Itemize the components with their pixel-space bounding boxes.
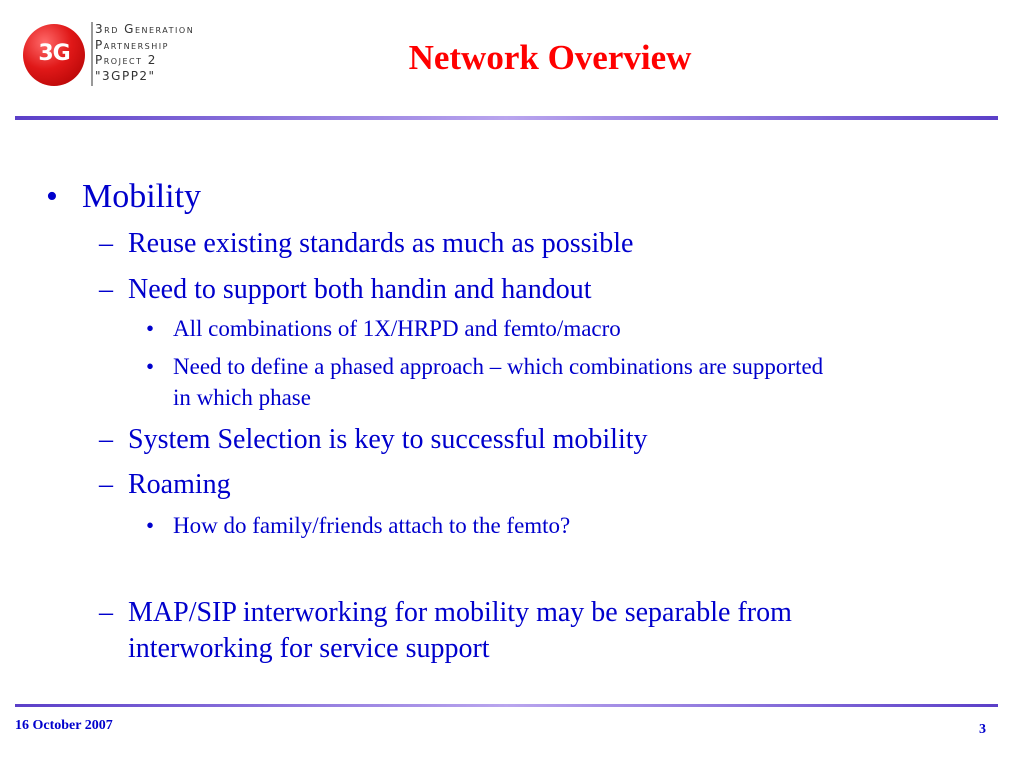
bullet-text: Roaming xyxy=(128,469,231,500)
dash-marker: – xyxy=(99,424,113,455)
bullet-text: All combinations of 1X/HRPD and femto/macro xyxy=(173,316,621,341)
bullet-text: Reuse existing standards as much as possible xyxy=(128,228,634,259)
dash-marker: – xyxy=(99,274,113,305)
logo-mark: 3G xyxy=(38,41,70,66)
slide-title: Network Overview xyxy=(408,38,692,77)
bullet-text: Need to support both handin and handout xyxy=(128,274,592,305)
logo-line: 3rd Generation xyxy=(95,22,195,36)
footer-date: 16 October 2007 xyxy=(15,718,113,733)
bullet-text: System Selection is key to successful mobility xyxy=(128,424,648,455)
logo-line: Partnership xyxy=(95,37,169,52)
bullet-marker: • xyxy=(146,316,155,341)
bullet-continuation: in which phase xyxy=(173,385,311,410)
bullet-text: Mobility xyxy=(82,178,202,215)
bullet-marker: • xyxy=(46,178,58,215)
logo-line: "3GPP2" xyxy=(95,68,156,83)
page-number: 3 xyxy=(979,722,986,737)
logo-line: Project 2 xyxy=(95,53,157,67)
dash-marker: – xyxy=(99,228,113,259)
footer-divider xyxy=(15,704,998,707)
bullet-text: Need to define a phased approach – which combinations are supported xyxy=(173,354,824,379)
bullet-text: MAP/SIP interworking for mobility may be separable from xyxy=(128,597,792,628)
dash-marker: – xyxy=(99,597,113,628)
bullet-marker: • xyxy=(146,354,155,379)
dash-marker: – xyxy=(99,469,113,500)
bullet-marker: • xyxy=(146,513,155,538)
bullet-continuation: interworking for service support xyxy=(128,633,490,664)
bullet-text: How do family/friends attach to the femto? xyxy=(173,513,571,538)
